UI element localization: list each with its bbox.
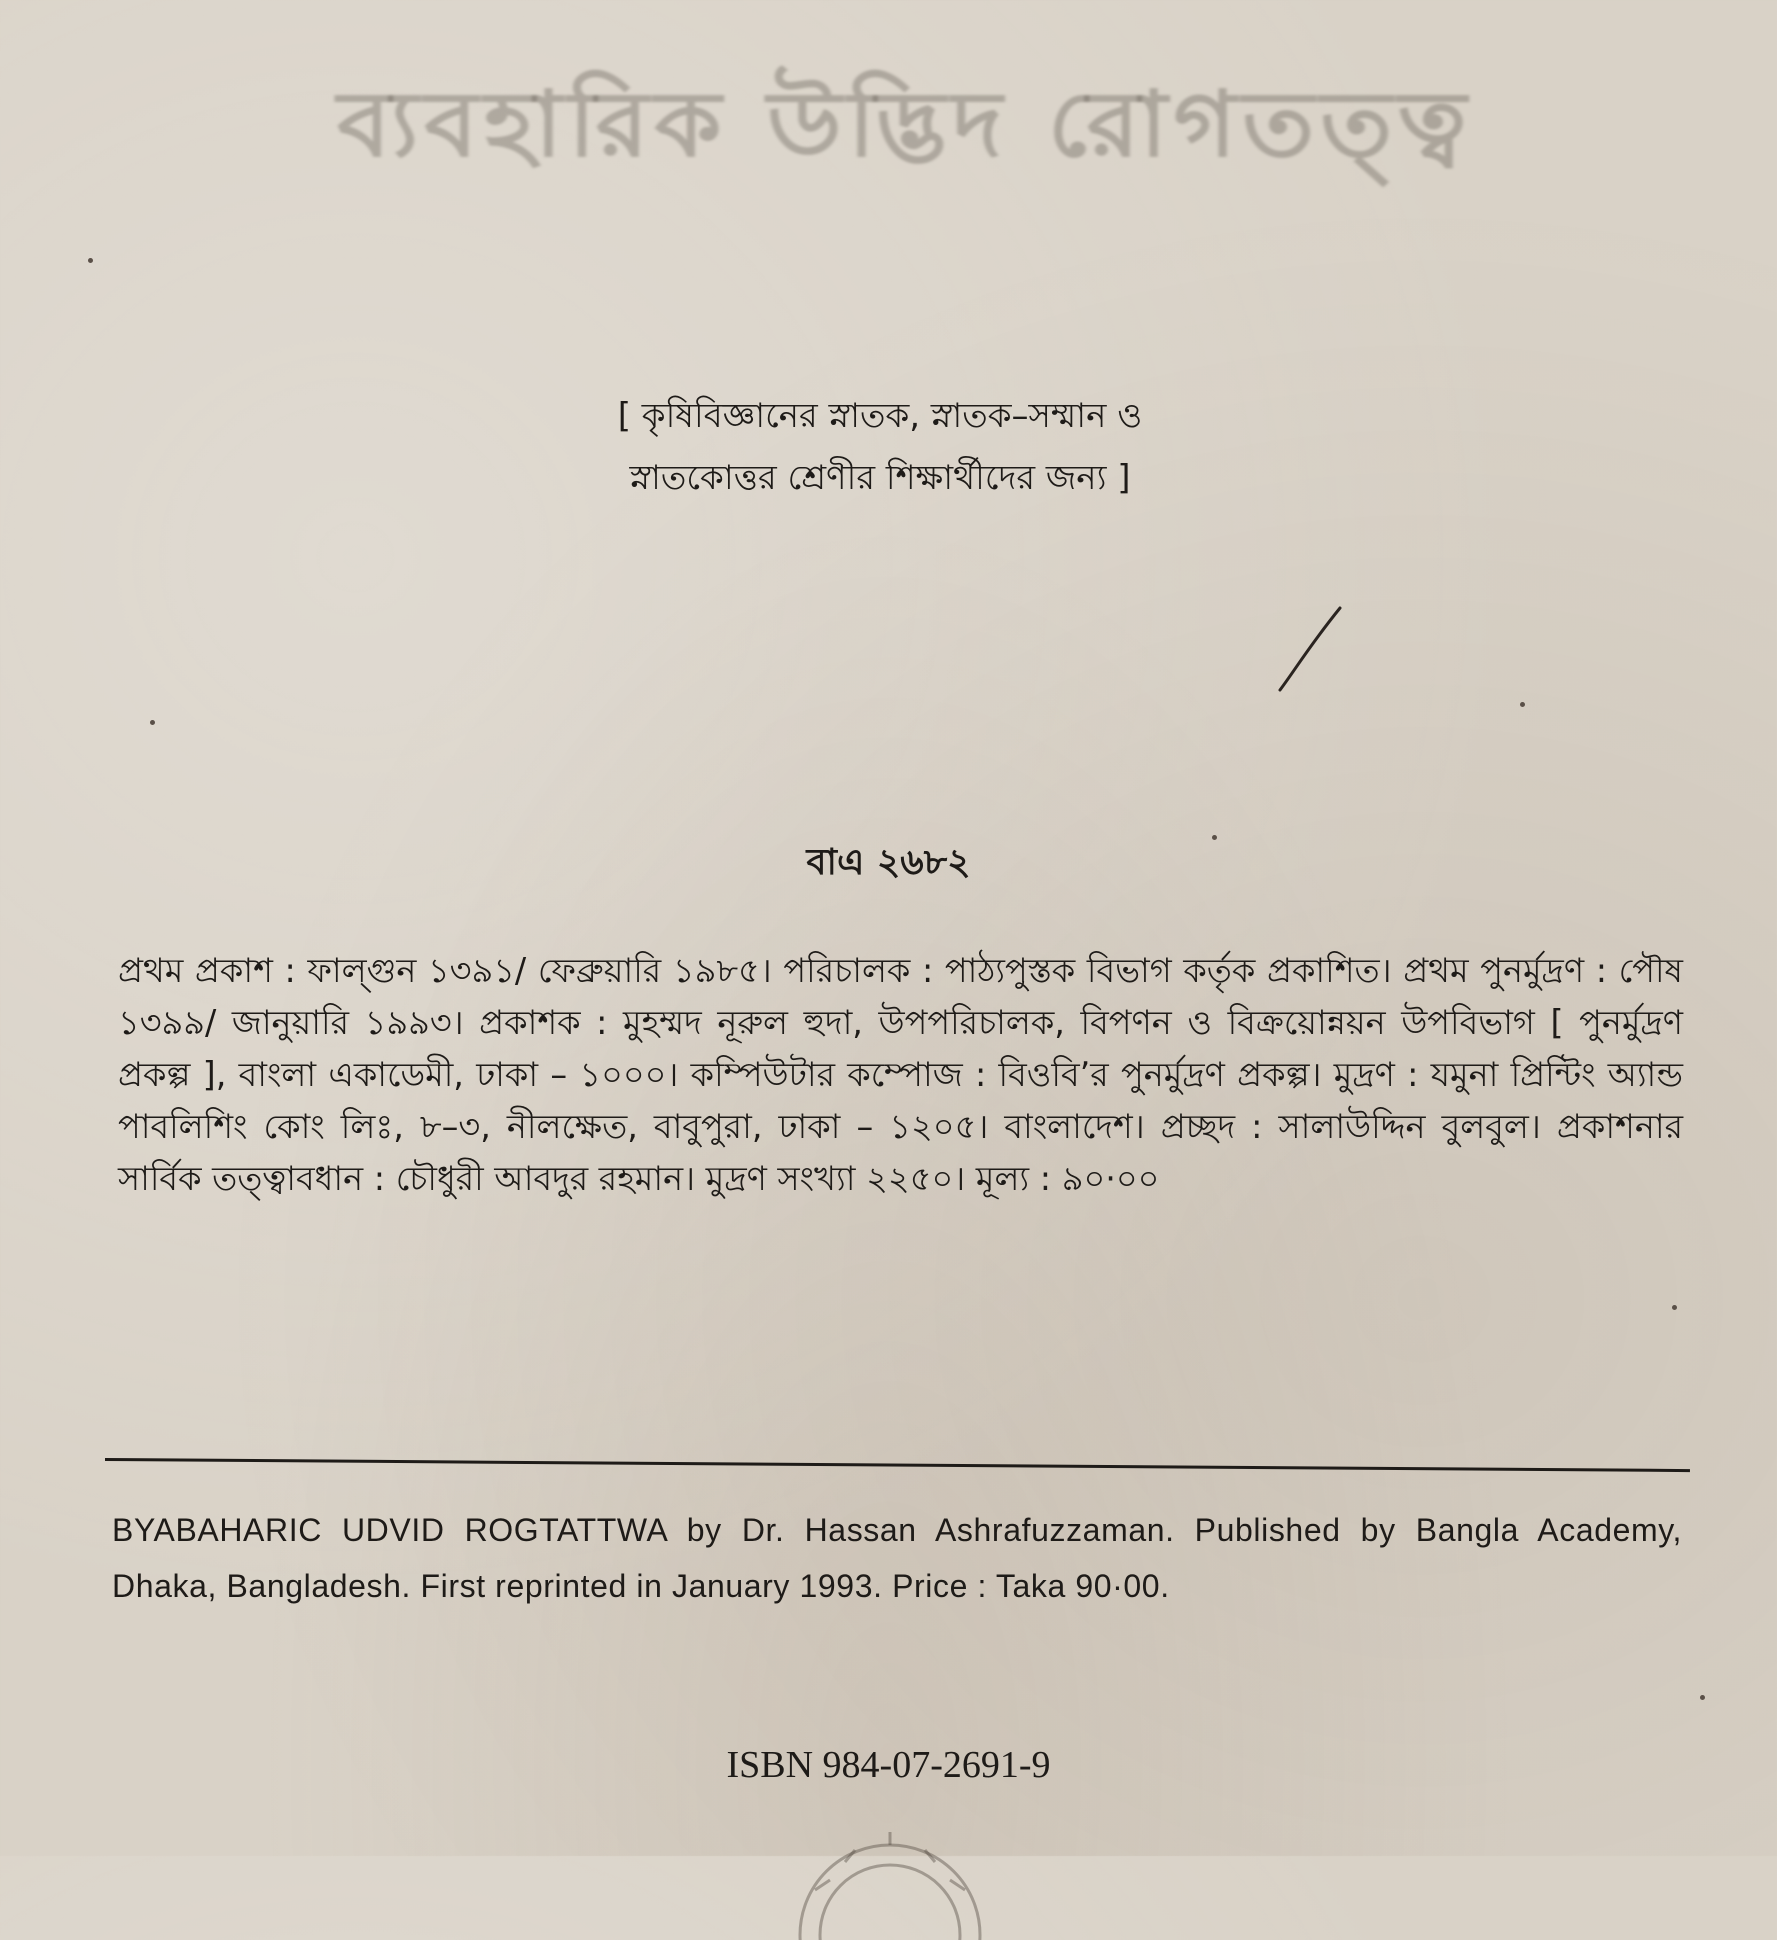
paper-speck: [1700, 1695, 1705, 1700]
audience-note-line-2: স্নাতকোত্তর শ্রেণীর শিক্ষার্থীদের জন্য ]: [629, 458, 1131, 498]
bleed-through-title: ব্যবহারিক উদ্ভিদ রোগতত্ত্ব: [337, 70, 1473, 178]
paper-speck: [150, 720, 155, 725]
audience-note-line-1: [ কৃষিবিজ্ঞানের স্নাতক, স্নাতক–সম্মান ও: [617, 396, 1143, 436]
paper-speck: [88, 258, 93, 263]
pen-stroke-mark: [1270, 600, 1350, 700]
imprint-paragraph: প্রথম প্রকাশ : ফাল্গুন ১৩৯১/ ফেব্রুয়ারি ১৯৮৫। পরিচালক : পাঠ্যপুস্তক বিভাগ কর্তৃক প্রকাশিত। প্রথম পুনর্মুদ্রণ : পৌষ ১৩৯৯/ জানুয়ারি ১৯৯৩। প্রকাশক : মুহম্মদ নূরুল হুদা, উপপরিচালক, বিপণন ও বিক্রয়োন্নয়ন উপবিভাগ [ পুনর্মুদ্রণ প্রকল্প ], বাংলা একাডেমী, ঢাকা – ১০০০। কম্পিউটার কম্পোজ : বিওবি’র পুনর্মুদ্রণ প্রকল্প। মুদ্রণ : যমুনা প্রিন্টিং অ্যান্ড পাবলিশিং কোং লিঃ, ৮–৩, নীলক্ষেত, বাবুপুরা, ঢাকা – ১২০৫। বাংলাদেশ। প্রচ্ছদ : সালাউদ্দিন বুলবুল। প্রকাশনার সার্বিক তত্ত্বাবধান : চৌধুরী আবদুর রহমান। মুদ্রণ সংখ্যা ২২৫০। মূল্য : ৯০·০০: [118, 951, 1683, 1198]
audience-note: [560, 385, 1200, 509]
paper-speck: [1672, 1305, 1677, 1310]
seal-emblem: [775, 1820, 1005, 1940]
divider-rule: [105, 1458, 1690, 1472]
paper-speck: [1520, 702, 1525, 707]
paper-speck: [1212, 835, 1217, 840]
isbn-number: ISBN 984-07-2691-9: [726, 1744, 1051, 1786]
catalog-number: বাএ ২৬৮২: [806, 842, 971, 883]
english-imprint: BYABAHARIC UDVID ROGTATTWA by Dr. Hassan Ashrafuzzaman. Published by Bangla Academy, Dhaka, Bangladesh. First reprinted in January 1993. Price : Taka 90·00.: [112, 1512, 1682, 1604]
